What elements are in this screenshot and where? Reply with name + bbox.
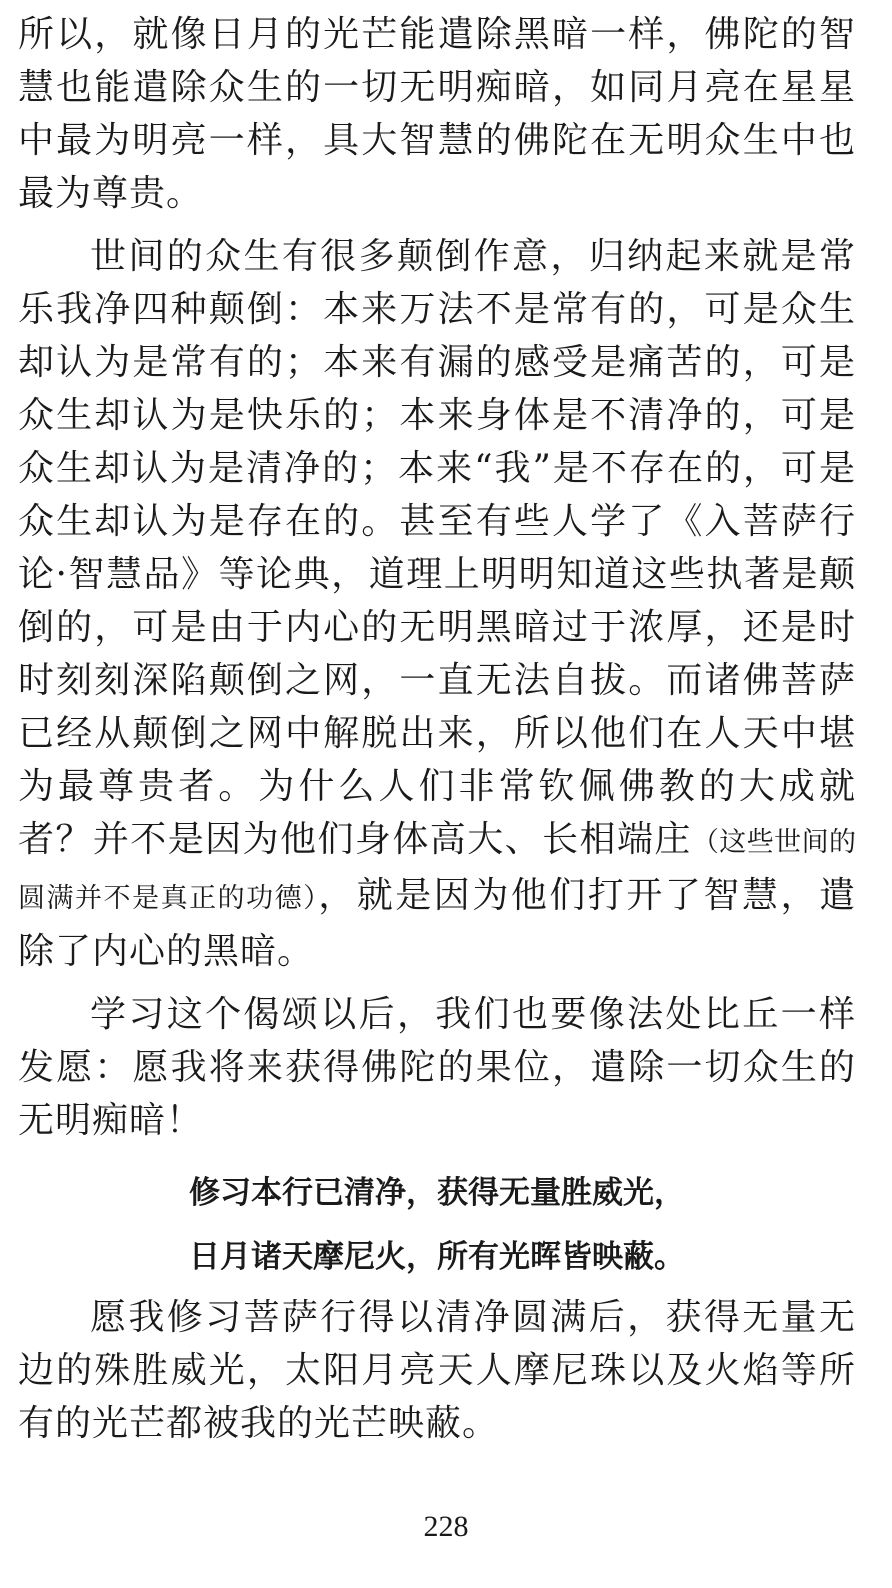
page-body	[18, 8, 856, 1450]
verse-line-1: 修习本行已清净，获得无量胜威光，	[189, 1175, 685, 1211]
paragraph-2-main: 世间的众生有很多颠倒作意，归纳起来就是常乐我净四种颠倒：本来万法不是常有的，可是众生却认为是常有的；本来有漏的感受是痛苦的，可是众生却认为是快乐的；本来身体是不清净的，可是众生却认为是清净的；本来“我”是不存在的，可是众生却认为是存在的。甚至有些人学了《入菩萨行论·智慧品》等论典，道理上明明知道这些执著是颠倒的，可是由于内心的无明黑暗过于浓厚，还是时时刻刻深陷颠倒之网，一直无法自拔。而诸佛菩萨已经从颠倒之网中解脱出来，所以他们在人天中堪为最尊贵者。为什么人们非常钦佩佛教的大成就者？并不是因为他们身体高大、长相端庄	[18, 236, 856, 860]
paragraph-2-note: （这些世间的圆满并不是真正的功德）	[18, 827, 856, 914]
paragraph-1: 所以，就像日月的光芒能遣除黑暗一样，佛陀的智慧也能遣除众生的一切无明痴暗，如同月亮在星星中最为明亮一样，具大智慧的佛陀在无明众生中也最为尊贵。	[18, 14, 856, 214]
paragraph-3: 学习这个偈颂以后，我们也要像法处比丘一样发愿：愿我将来获得佛陀的果位，遣除一切众生的无明痴暗！	[18, 994, 856, 1141]
page-number: 228	[423, 1510, 469, 1543]
paragraph-2	[18, 230, 856, 978]
paragraph-2-end: ，就是因为他们打开了智慧，遣除了内心的黑暗。	[18, 875, 856, 972]
paragraph-4: 愿我修习菩萨行得以清净圆满后，获得无量无边的殊胜威光，太阳月亮天人摩尼珠以及火焰等所有的光芒都被我的光芒映蔽。	[18, 1297, 856, 1444]
verse-line-2: 日月诸天摩尼火，所有光晖皆映蔽。	[189, 1239, 685, 1275]
